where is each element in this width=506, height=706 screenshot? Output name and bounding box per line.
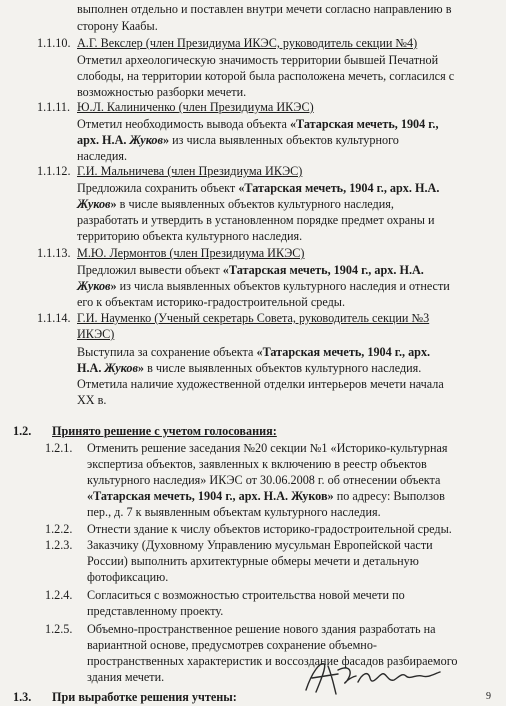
text-line: Выступила за сохранение объекта «Татарская мечеть, 1904 г., арх. [77, 345, 431, 359]
text-line: слободы, на территории которой была расположена мечеть, согласился с [77, 69, 455, 83]
speaker-heading: ИКЭС) [77, 327, 115, 341]
text-line: выполнен отдельно и поставлен внутри мечети согласно направлению в [77, 2, 452, 16]
item-number: 1.1.12. [37, 164, 71, 178]
speaker-heading: А.Г. Векслер (член Президиума ИКЭС, руководитель секции №4) [77, 36, 418, 50]
section-number: 1.2. [13, 424, 32, 438]
handwritten-signature [298, 652, 448, 702]
text-line: Предложил вывести объект «Татарская мечеть, 1904 г., арх. Н.А. [77, 263, 424, 277]
point-number: 1.2.3. [45, 538, 73, 552]
text-line: сторону Каабы. [77, 19, 158, 33]
text-line: Жуков» в числе выявленных объектов культурного наследия, [77, 197, 394, 211]
text-line: Жуков» из числа выявленных объектов культурного наследия и отнести [77, 279, 450, 293]
section-title: Принято решение с учетом голосования: [52, 424, 277, 438]
text-line: Отменить решение заседания №20 секции №1 «Историко-культурная [87, 441, 448, 455]
text-line: представленному проекту. [87, 604, 224, 618]
point-number: 1.2.2. [45, 522, 73, 536]
text-line: Отметил необходимость вывода объекта «Татарская мечеть, 1904 г., [77, 117, 439, 131]
text-line: Отметила наличие художественной отделки интерьеров мечети начала [77, 377, 444, 391]
page-number: 9 [486, 691, 491, 702]
text-line: территорию объекта культурного наследия. [77, 229, 303, 243]
text-line: наследия. [77, 149, 128, 163]
text-line: возможностью разборки мечети. [77, 85, 247, 99]
item-number: 1.1.10. [37, 36, 71, 50]
speaker-heading: М.Ю. Лермонтов (член Президиума ИКЭС) [77, 246, 305, 260]
item-number: 1.1.14. [37, 311, 71, 325]
text-line: фотофиксацию. [87, 570, 169, 584]
item-number: 1.1.11. [37, 100, 71, 114]
text-line: пространственных характеристик и воссоздание фасадов разбираемого [87, 654, 458, 668]
text-line: культурного наследия» ИКЭС от 30.06.2008 г. об отнесении объекта [87, 473, 441, 487]
text-line: разработать и утвердить в установленном порядке предмет охраны и [77, 213, 435, 227]
text-line: арх. Н.А. Жуков» из числа выявленных объектов культурного [77, 133, 399, 147]
item-number: 1.1.13. [37, 246, 71, 260]
speaker-heading: Г.И. Науменко (Ученый секретарь Совета, руководитель секции №3 [77, 311, 430, 325]
text-line: Согласиться с возможностью строительства новой мечети по [87, 588, 405, 602]
speaker-heading: Г.И. Мальничева (член Президиума ИКЭС) [77, 164, 303, 178]
text-line: Отметил археологическую значимость территории бывшей Печатной [77, 53, 439, 67]
text-line: XX в. [77, 393, 107, 407]
text-line: Отнести здание к числу объектов историко-градостроительной среды. [87, 522, 452, 536]
text-line: вариантной основе, предусмотрев сохранение объемно- [87, 638, 377, 652]
point-number: 1.2.5. [45, 622, 73, 636]
section-title: При выработке решения учтены: [52, 690, 237, 704]
text-line: его к объектам историко-градостроительной среды. [77, 295, 346, 309]
section-number: 1.3. [13, 690, 32, 704]
point-number: 1.2.1. [45, 441, 73, 455]
point-number: 1.2.4. [45, 588, 73, 602]
text-line: пер., д. 7 к выявленным объектам культурного наследия. [87, 505, 381, 519]
text-line: Н.А. Жуков» в числе выявленных объектов культурного наследия. [77, 361, 422, 375]
text-line: Заказчику (Духовному Управлению мусульман Европейской части [87, 538, 433, 552]
speaker-heading: Ю.Л. Калиниченко (член Президиума ИКЭС) [77, 100, 314, 114]
text-line: экспертиза объектов, заявленных к включению в реестр объектов [87, 457, 427, 471]
text-line: «Татарская мечеть, 1904 г., арх. Н.А. Жуков» по адресу: Выползов [87, 489, 445, 503]
text-line: России) выполнить архитектурные обмеры мечети и детальную [87, 554, 419, 568]
text-line: Объемно-пространственное решение нового здания разработать на [87, 622, 436, 636]
text-line: Предложила сохранить объект «Татарская мечеть, 1904 г., арх. Н.А. [77, 181, 440, 195]
text-line: здания мечети. [87, 670, 165, 684]
